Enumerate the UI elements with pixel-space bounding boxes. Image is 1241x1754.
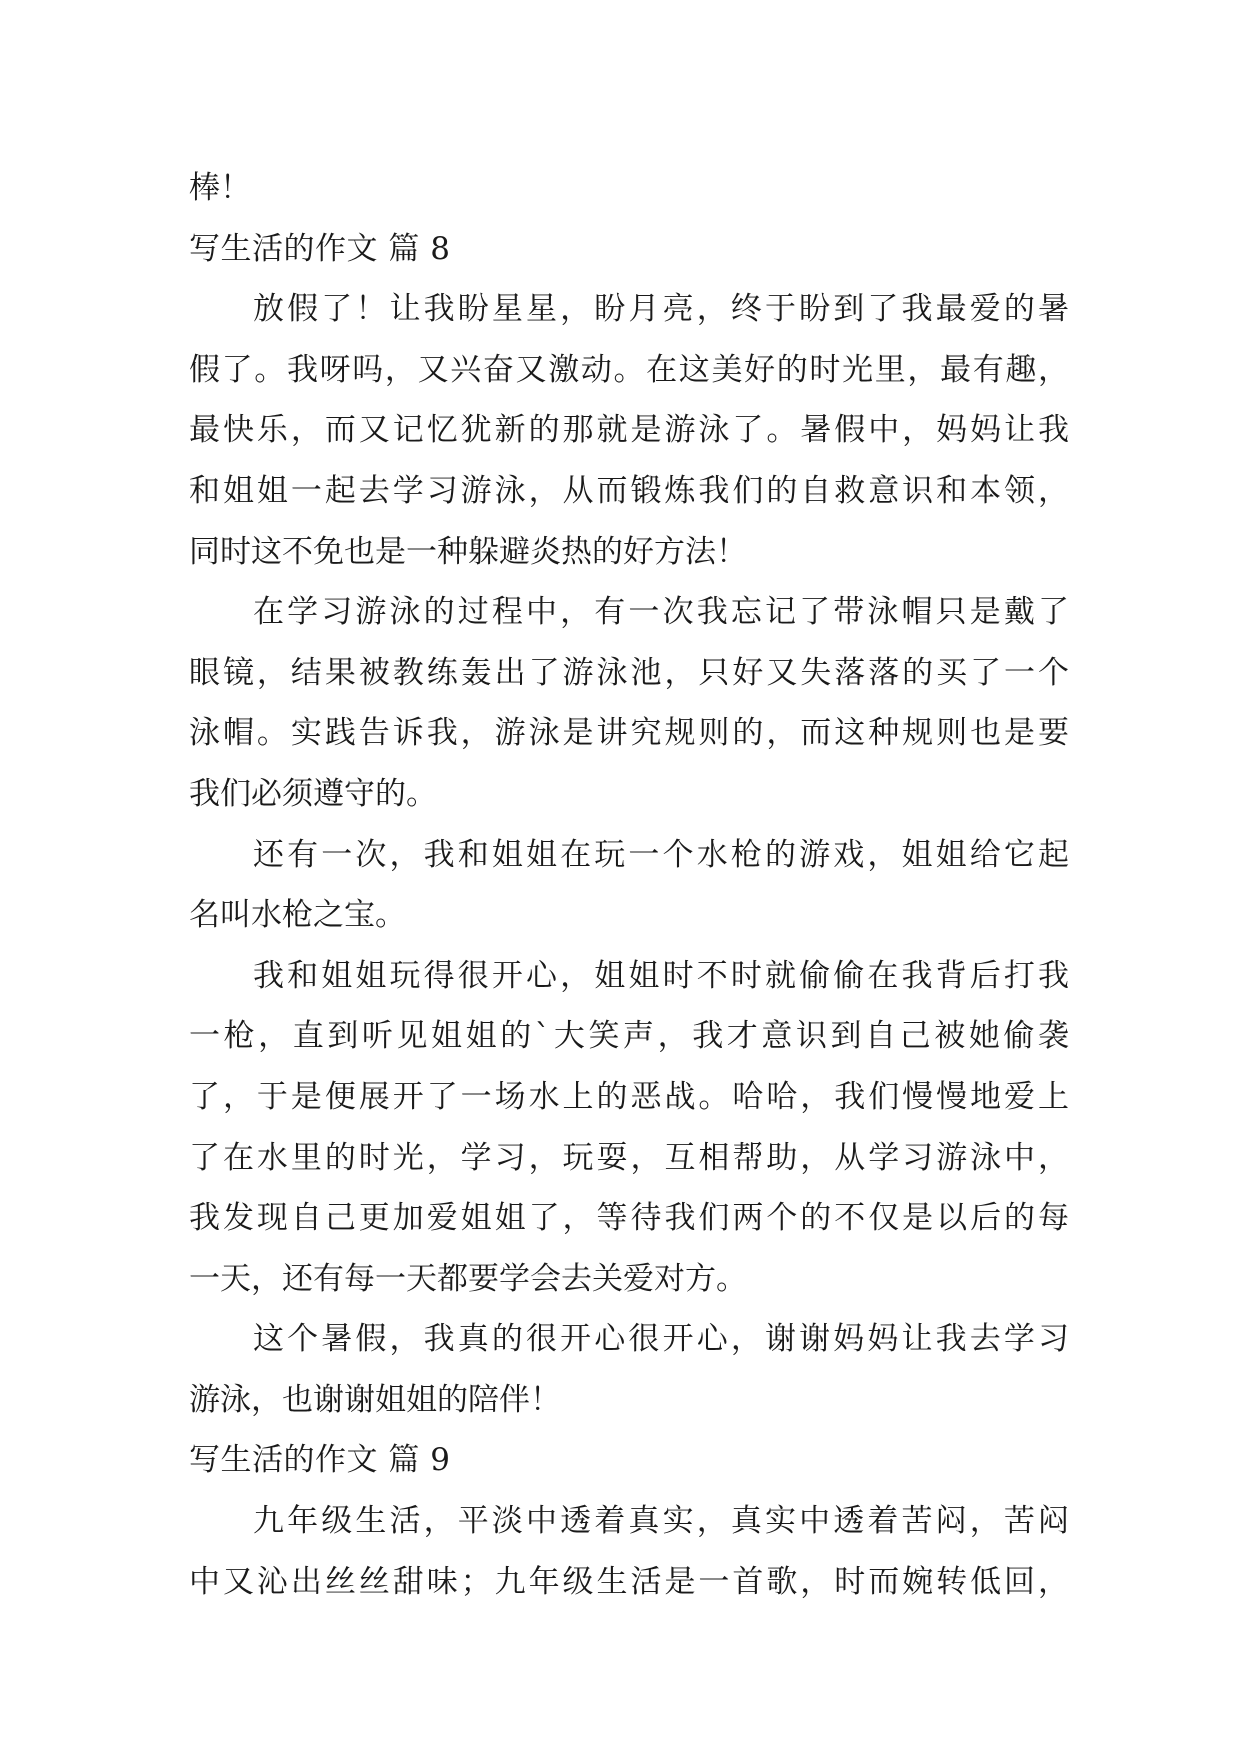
text-line: 游泳，也谢谢姐姐的陪伴！ bbox=[189, 1381, 561, 1418]
section-heading: 写生活的作文 篇 8 bbox=[189, 230, 451, 267]
paragraph-first-line: 这个暑假，我真的很开心很开心，谢谢妈妈让我去学习 bbox=[253, 1321, 1069, 1358]
text-line: 眼镜，结果被教练轰出了游泳池，只好又失落落的买了一个 bbox=[189, 654, 1069, 691]
text-line: 我发现自己更加爱姐姐了，等待我们两个的不仅是以后的每 bbox=[189, 1200, 1069, 1237]
text-line: 名叫水枪之宝。 bbox=[189, 897, 406, 934]
section-heading: 写生活的作文 篇 9 bbox=[189, 1442, 451, 1479]
text-line: 一天，还有每一天都要学会去关爱对方。 bbox=[189, 1260, 747, 1297]
paragraph-first-line: 放假了！让我盼星星，盼月亮，终于盼到了我最爱的暑 bbox=[253, 291, 1069, 328]
text-line: 假了。我呀吗，又兴奋又激动。在这美好的时光里，最有趣， bbox=[189, 351, 1069, 388]
paragraph-first-line: 在学习游泳的过程中，有一次我忘记了带泳帽只是戴了 bbox=[253, 594, 1069, 631]
text-line: 最快乐，而又记忆犹新的那就是游泳了。暑假中，妈妈让我 bbox=[189, 412, 1069, 449]
text-line: 了，于是便展开了一场水上的恶战。哈哈，我们慢慢地爱上 bbox=[189, 1078, 1069, 1115]
document-body bbox=[189, 158, 1069, 1612]
text-line: 泳帽。实践告诉我，游泳是讲究规则的，而这种规则也是要 bbox=[189, 715, 1069, 752]
paragraph-first-line: 还有一次，我和姐姐在玩一个水枪的游戏，姐姐给它起 bbox=[253, 836, 1069, 873]
text-line: 一枪，直到听见姐姐的`大笑声，我才意识到自己被她偷袭 bbox=[189, 1018, 1069, 1055]
paragraph-first-line: 我和姐姐玩得很开心，姐姐时不时就偷偷在我背后打我 bbox=[253, 957, 1069, 994]
text-line: 和姐姐一起去学习游泳，从而锻炼我们的自救意识和本领， bbox=[189, 472, 1069, 509]
paragraph-first-line: 九年级生活，平淡中透着真实，真实中透着苦闷，苦闷 bbox=[253, 1503, 1069, 1540]
text-line: 了在水里的时光，学习，玩耍，互相帮助，从学习游泳中， bbox=[189, 1139, 1069, 1176]
text-line: 同时这不免也是一种躲避炎热的好方法！ bbox=[189, 533, 747, 570]
text-line: 中又沁出丝丝甜味；九年级生活是一首歌，时而婉转低回， bbox=[189, 1563, 1069, 1600]
text-line: 我们必须遵守的。 bbox=[189, 775, 437, 812]
text-line: 棒！ bbox=[189, 170, 251, 206]
